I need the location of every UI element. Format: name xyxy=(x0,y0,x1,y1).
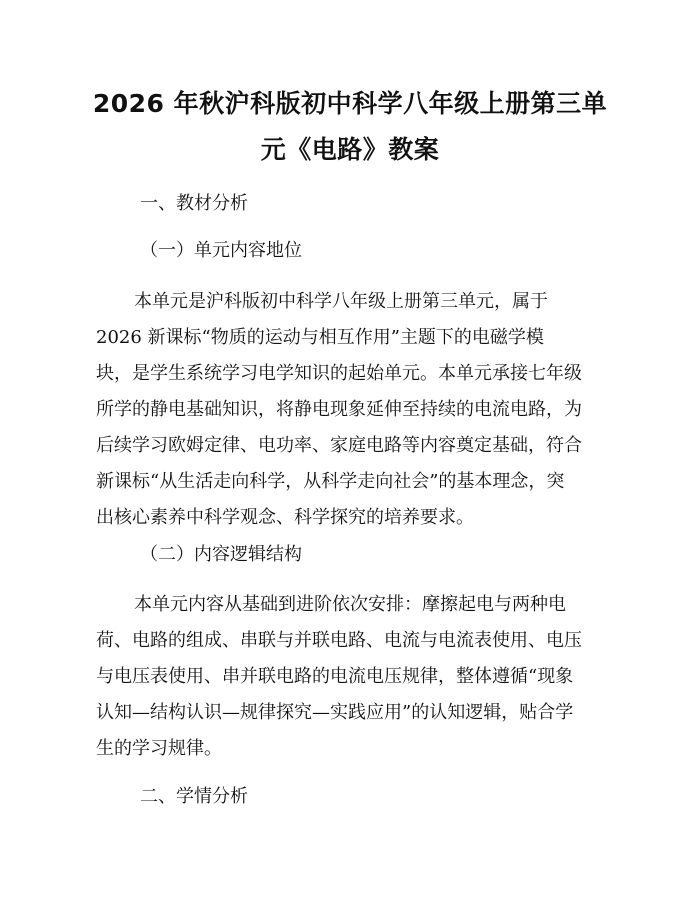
document-title-line-1: 2026 年秋沪科版初中科学八年级上册第三单 xyxy=(92,89,608,118)
paragraph-line: 出核心素养中科学观念、科学探究的培养要求。 xyxy=(96,507,474,528)
subsection-heading-unit-position: （一）单元内容地位 xyxy=(140,240,302,261)
paragraph-line: 荷、电路的组成、串联与并联电路、电流与电流表使用、电压 xyxy=(96,630,582,651)
paragraph-line: 认知—结构认识—规律探究—实践应用”的认知逻辑，贴合学 xyxy=(96,702,574,723)
paragraph-line: 2026 新课标“物质的运动与相互作用”主题下的电磁学模 xyxy=(96,327,544,348)
document-title-line-2: 元《电路》教案 xyxy=(260,135,440,164)
paragraph-unit-position xyxy=(96,284,611,536)
paragraph-line: 后续学习欧姆定律、电功率、家庭电路等内容奠定基础，符合 xyxy=(96,435,582,456)
paragraph-line: 块，是学生系统学习电学知识的起始单元。本单元承接七年级 xyxy=(96,363,582,384)
paragraph-line: 生的学习规律。 xyxy=(96,738,222,759)
section-heading-learner-analysis: 二、学情分析 xyxy=(140,786,248,807)
paragraph-content-structure xyxy=(96,587,611,767)
paragraph-line: 与电压表使用、串并联电路的电流电压规律，整体遵循“现象 xyxy=(96,666,574,687)
paragraph-line: 本单元是沪科版初中科学八年级上册第三单元，属于 xyxy=(134,291,548,312)
paragraph-line: 本单元内容从基础到进阶依次安排：摩擦起电与两种电 xyxy=(134,594,566,615)
section-heading-textbook-analysis: 一、教材分析 xyxy=(140,193,248,214)
subsection-heading-content-structure: （二）内容逻辑结构 xyxy=(140,544,302,565)
paragraph-line: 所学的静电基础知识，将静电现象延伸至持续的电流电路，为 xyxy=(96,399,582,420)
paragraph-line: 新课标“从生活走向科学，从科学走向社会”的基本理念，突 xyxy=(96,471,565,492)
